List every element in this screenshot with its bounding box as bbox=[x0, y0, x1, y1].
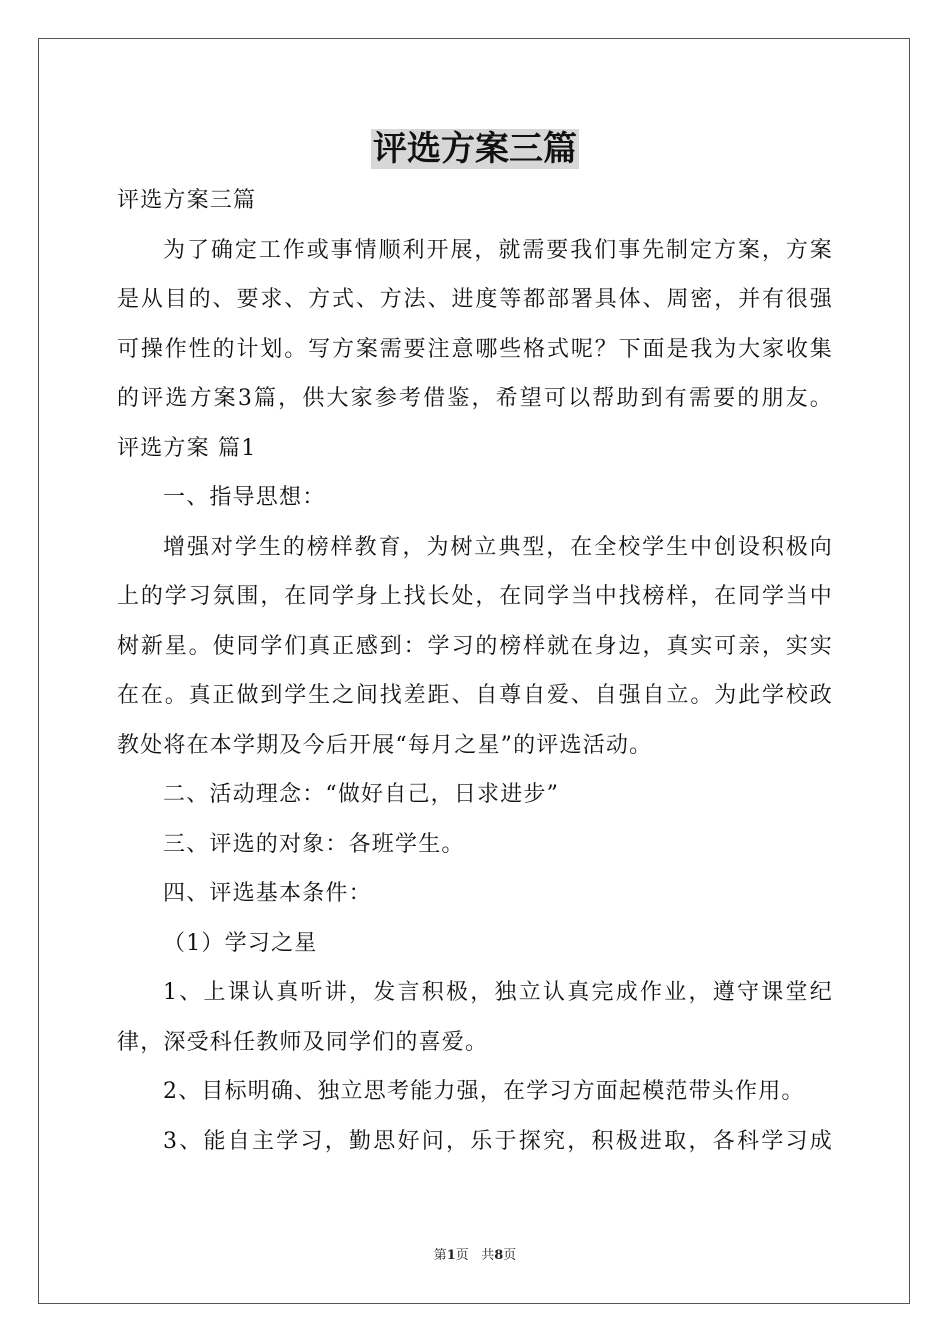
body-line-11: 在在。真正做到学生之间找差距、自尊自爱、自强自立。为此学校政 bbox=[117, 683, 833, 708]
body-line-8: 增强对学生的榜样教育，为树立典型，在全校学生中创设积极向 bbox=[163, 534, 833, 560]
body-line-19: 2、目标明确、独立思考能力强，在学习方面起模范带头作用。 bbox=[163, 1079, 805, 1104]
body-line-1: 评选方案三篇 bbox=[117, 188, 257, 213]
body-line-16: （1）学习之星 bbox=[163, 930, 318, 956]
body-line-10: 树新星。使同学们真正感到：学习的榜样就在身边，真实可亲，实实 bbox=[117, 633, 833, 659]
document-body bbox=[117, 176, 833, 1166]
section-heading-1: 评选方案 篇1 bbox=[117, 435, 257, 461]
body-line-9: 上的学习氛围，在同学身上找长处，在同学当中找榜样，在同学当中 bbox=[117, 584, 833, 609]
page-footer bbox=[0, 1246, 950, 1266]
body-line-15: 四、评选基本条件： bbox=[163, 881, 372, 906]
page-prefix: 第 bbox=[433, 1248, 447, 1263]
body-line-18: 律，深受科任教师及同学们的喜爱。 bbox=[117, 1029, 489, 1055]
current-page-number: 1 bbox=[446, 1248, 456, 1263]
total-page-count: 8 bbox=[494, 1248, 504, 1263]
body-line-5: 的评选方案3篇，供大家参考借鉴，希望可以帮助到有需要的朋友。 bbox=[117, 386, 833, 411]
body-line-20: 3、能自主学习，勤思好问，乐于探究，积极进取，各科学习成 bbox=[163, 1128, 833, 1154]
body-line-17: 1、上课认真听讲，发言积极，独立认真完成作业，遵守课堂纪 bbox=[163, 980, 833, 1005]
page-suffix: 页 bbox=[455, 1248, 469, 1263]
total-suffix: 页 bbox=[503, 1248, 517, 1263]
body-line-13: 二、活动理念：“做好自己，日求进步” bbox=[163, 782, 560, 807]
body-line-14: 三、评选的对象：各班学生。 bbox=[163, 831, 465, 857]
body-line-2: 为了确定工作或事情顺利开展，就需要我们事先制定方案，方案 bbox=[163, 237, 833, 263]
body-line-7: 一、指导思想： bbox=[163, 485, 326, 510]
body-line-12: 教处将在本学期及今后开展“每月之星”的评选活动。 bbox=[117, 732, 653, 758]
document-title bbox=[0, 124, 950, 174]
body-line-3: 是从目的、要求、方式、方法、进度等都部署具体、周密，并有很强 bbox=[117, 287, 833, 312]
body-line-4: 可操作性的计划。写方案需要注意哪些格式呢？下面是我为大家收集 bbox=[117, 336, 833, 362]
document-title-text: 评选方案三篇 bbox=[373, 129, 577, 169]
total-prefix: 共 bbox=[481, 1248, 495, 1263]
